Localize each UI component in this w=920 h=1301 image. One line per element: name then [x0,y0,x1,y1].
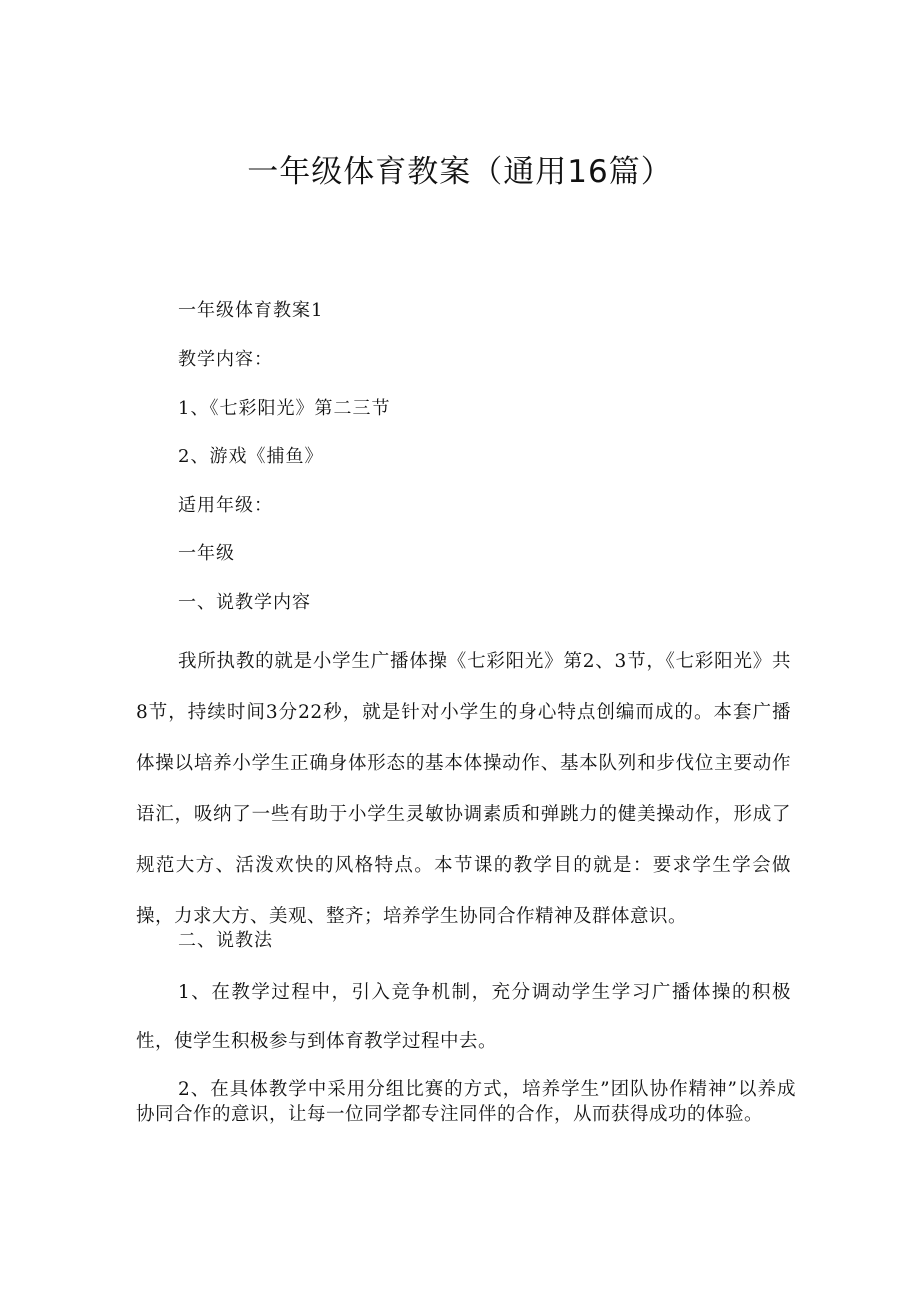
paragraph-method-2: 2、在具体教学中采用分组比赛的方式，培养学生”团队协作精神”以养成协同合作的意识，让每一位同学都专注同伴的合作，从而获得成功的体验。 [136,1079,796,1125]
document-title: 一年级体育教案（通用16篇） [247,154,673,190]
heading-teaching-method: 二、说教法 [178,930,273,951]
content-item-1: 1、《七彩阳光》第二三节 [178,398,391,419]
content-item-2: 2、游戏《捕鱼》 [178,446,324,467]
grade-value: 一年级 [178,543,235,564]
grade-label: 适用年级： [178,495,273,516]
teaching-content-label: 教学内容： [178,349,273,370]
heading-teaching-content: 一、说教学内容 [178,592,311,613]
paragraph-teaching-content: 我所执教的就是小学生广播体操《七彩阳光》第2、3节，《七彩阳光》共8节，持续时间3分22秒，就是针对小学生的身心特点创编而成的。本套广播体操以培养小学生正确身体形态的基本体操动作、基本队列和步伐位主要动作语汇，吸纳了一些有助于小学生灵敏协调素质和弹跳力的健美操动作，形成了规范大方、活泼欢快的风格特点。本节课的教学目的就是：要求学生学会做操，力求大方、美观、整齐；培养学生协同合作精神及群体意识。 [136,651,791,927]
section-title-lesson-1: 一年级体育教案1 [178,300,324,321]
paragraph-method-1: 1、在教学过程中，引入竞争机制，充分调动学生学习广播体操的积极性，使学生积极参与到体育教学过程中去。 [136,982,791,1052]
